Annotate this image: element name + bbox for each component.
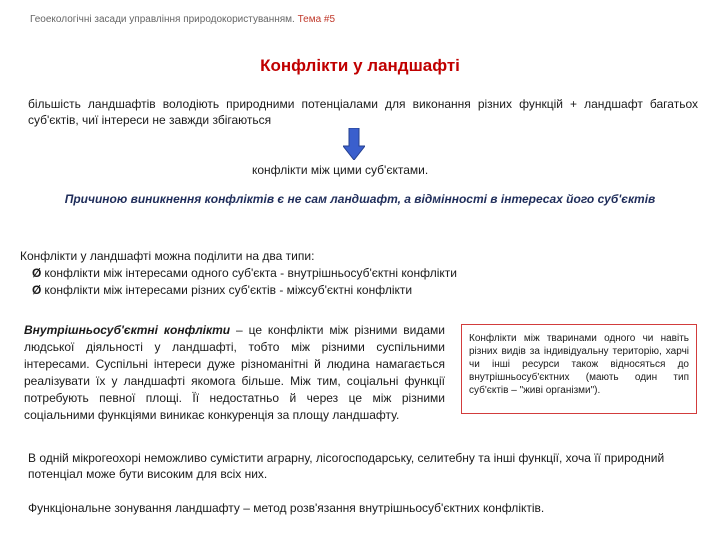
course-name: Геоекологічні засади управління природокористуванням. <box>30 14 295 25</box>
intra-conflict-paragraph <box>24 322 445 424</box>
list-item <box>20 265 710 282</box>
list-item <box>20 282 710 299</box>
conflict-types <box>20 248 710 299</box>
note-box: Конфлікти між тваринами одного чи навіть різних видів за індивідуальну територію, харчі чи інші ресурси також відносяться до внутрішньосуб'єктних (мають один тип суб'єктів – "живі організми"). <box>461 324 697 414</box>
conflict-line: конфлікти між цими суб'єктами. <box>252 163 429 177</box>
types-intro: Конфлікти у ландшафті можна поділити на два типи: <box>20 249 315 263</box>
cause-statement: Причиною виникнення конфліктів є не сам ландшафт, а відмінності в інтересах його суб'єктів <box>64 192 656 206</box>
slide-header <box>30 14 335 25</box>
zoning-paragraph: Функціональне зонування ландшафту – метод розв'язання внутрішньосуб'єктних конфліктів. <box>28 501 545 515</box>
microgeochory-paragraph: В одній мікрогеохорі неможливо сумістити аграрну, лісогосподарську, селитебну та інші функції, хоча її природний потенціал може бути високим для всіх них. <box>28 451 665 481</box>
type-item-text: конфлікти між інтересами одного суб'єкта - внутрішньосуб'єктні конфлікти <box>44 266 457 280</box>
topic-label: Тема #5 <box>297 14 336 25</box>
bullet-arrow-icon: Ø <box>32 283 42 297</box>
intra-term: Внутрішньосуб'єктні конфлікти <box>24 323 231 337</box>
intra-text: – це конфлікти між різними видами людської діяльності у ландшафті, тобто між різними суспільними інтересами. Суспільні інтереси дуже різноманітні й людина намагається реалізувати їх у ландшафті якомога більше. Між тим, соціальні функції потребують певної площі. Її недостатньо й через це між різними соціальними функціями виникає конкуренція за площу ландшафту. <box>24 323 446 422</box>
bullet-arrow-icon: Ø <box>32 266 42 280</box>
type-item-text: конфлікти між інтересами різних суб'єктів - міжсуб'єктні конфлікти <box>44 283 413 297</box>
intro-paragraph: більшість ландшафтів володіють природними потенціалами для виконання різних функцій + ландшафт багатьох суб'єктів, чиї інтереси не завжди збігаються <box>28 97 698 127</box>
slide-title: Конфлікти у ландшафті <box>260 56 460 75</box>
down-arrow-icon <box>343 128 365 160</box>
